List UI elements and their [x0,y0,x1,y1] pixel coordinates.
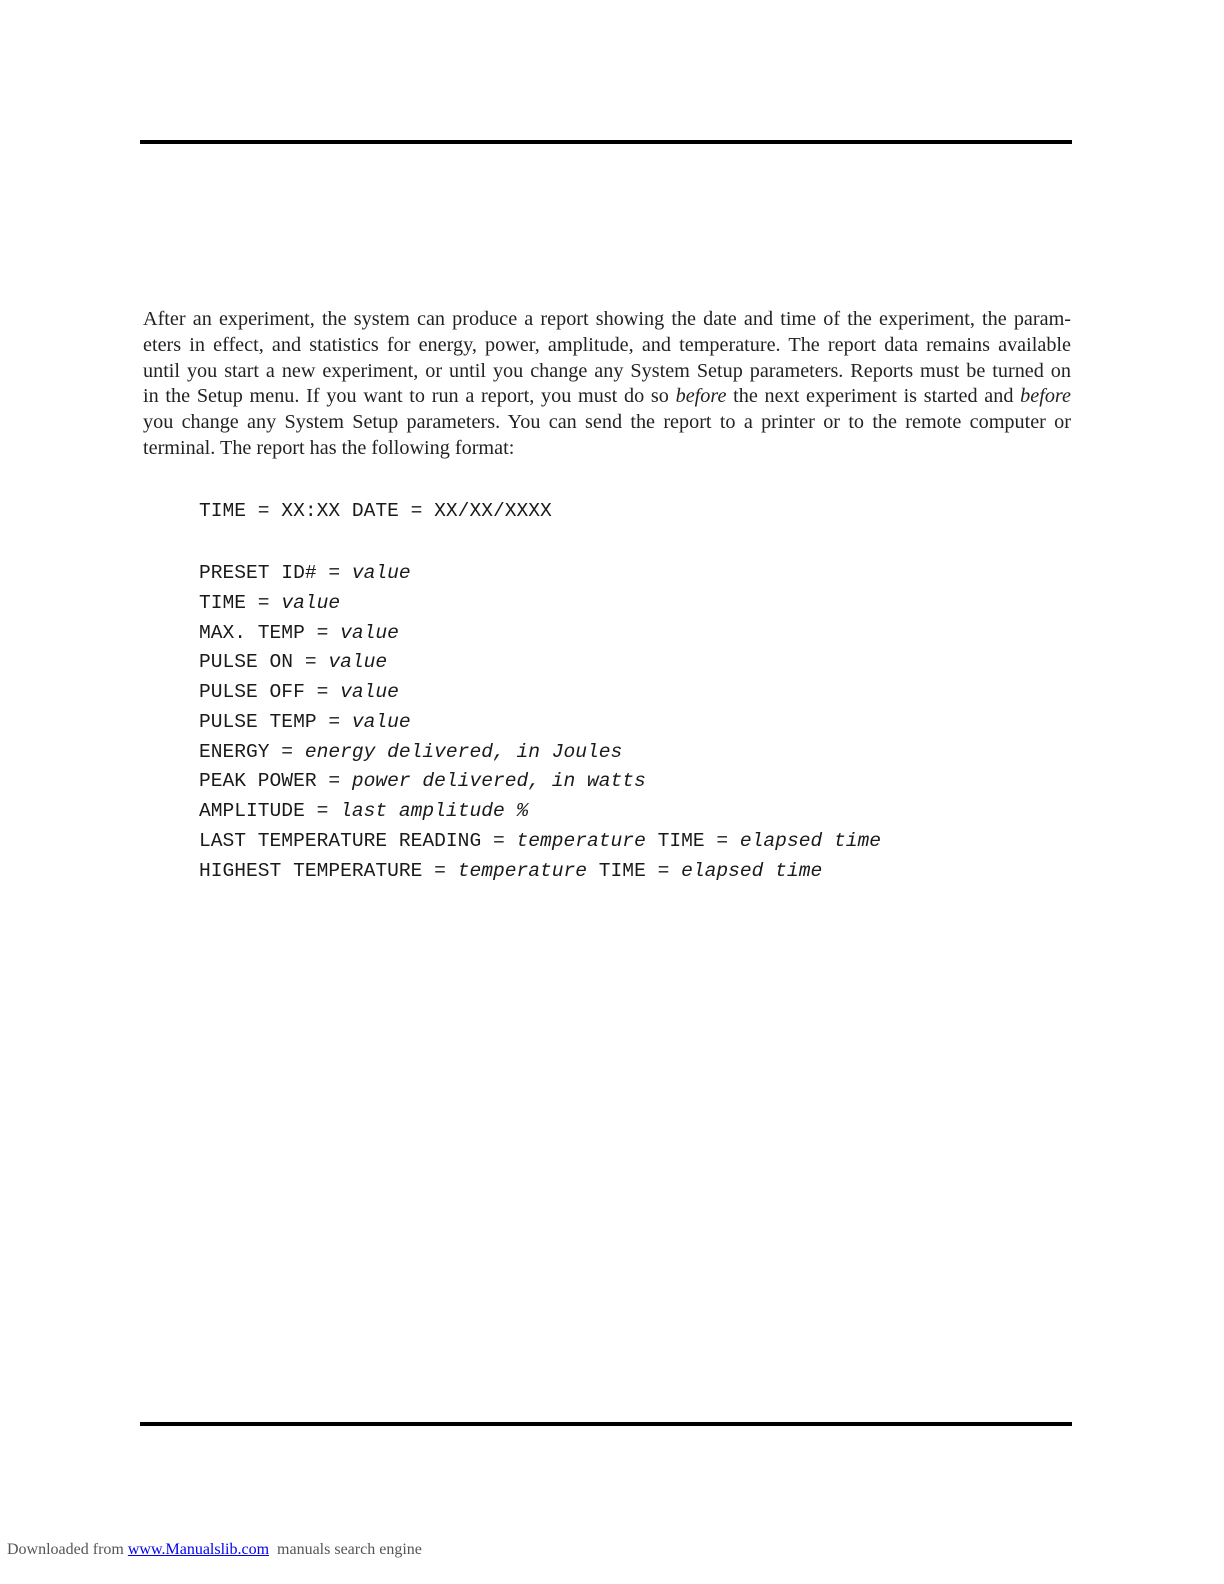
paragraph-line: eters in effect, and statistics for energy, power, amplitude, and temperature. The report data remains available [143,333,1071,356]
paragraph-line: After an experiment, the system can produce a report showing the date and time of the experiment, the param- [143,308,1071,330]
bottom-rule [140,1422,1072,1426]
report-value: value [351,562,411,584]
report-line [199,799,528,823]
report-line [199,740,622,764]
report-value: temperature [516,830,646,852]
report-label: AMPLITUDE = [199,800,341,822]
report-header-line: TIME = XX:XX DATE = XX/XX/XXXX [199,500,552,522]
report-value: energy delivered, in Joules [304,741,623,763]
report-line [199,561,411,585]
report-line [199,680,399,704]
report-line [199,621,399,645]
paragraph-line: until you start a new experiment, or until you change any System Setup parameters. Reports must be turned on [143,359,1071,382]
report-line [199,710,411,734]
report-label: PRESET ID# = [199,562,352,584]
report-value: last amplitude % [340,800,529,822]
footer [7,1541,422,1559]
report-label: TIME = [199,592,282,614]
report-label: PULSE TEMP = [199,711,352,733]
report-value: value [340,622,399,644]
footer-prefix: Downloaded from [7,1541,128,1558]
report-label: MAX. TEMP = [199,622,341,644]
report-line [199,859,822,883]
paragraph-line: you change any System Setup parameters. You can send the report to a printer or to the remote computer or [143,411,1071,434]
report-value: value [328,651,388,673]
report-label: PEAK POWER = [199,770,352,792]
report-line [199,591,340,615]
emphasis-before: before [675,385,727,408]
report-label: TIME = [587,860,682,882]
report-line [199,769,646,793]
body-paragraph [143,307,1071,462]
report-value: value [281,592,341,614]
report-label: ENERGY = [199,741,305,763]
report-value: power delivered, in watts [351,770,646,792]
report-value: value [340,681,399,703]
report-value: temperature [457,860,588,882]
report-line [199,650,387,674]
emphasis-before: before [1020,385,1071,408]
paragraph-line [143,384,1071,410]
paragraph-text: in the Setup menu. If you want to run a report, you must do so [143,385,676,408]
report-value: value [351,711,411,733]
paragraph-line: terminal. The report has the following format: [143,436,515,459]
report-label: TIME = [645,830,740,852]
report-value: elapsed time [739,830,882,852]
report-label: PULSE OFF = [199,681,341,703]
paragraph-text: the next experiment is started and [726,385,1021,408]
footer-suffix: manuals search engine [269,1541,422,1558]
top-rule [140,140,1072,144]
report-line [199,829,881,853]
report-label: HIGHEST TEMPERATURE = [199,860,458,882]
report-label: PULSE ON = [199,651,329,673]
report-label: LAST TEMPERATURE READING = [199,830,517,852]
report-value: elapsed time [681,860,823,882]
manualslib-link[interactable]: www.Manualslib.com [127,1541,270,1558]
